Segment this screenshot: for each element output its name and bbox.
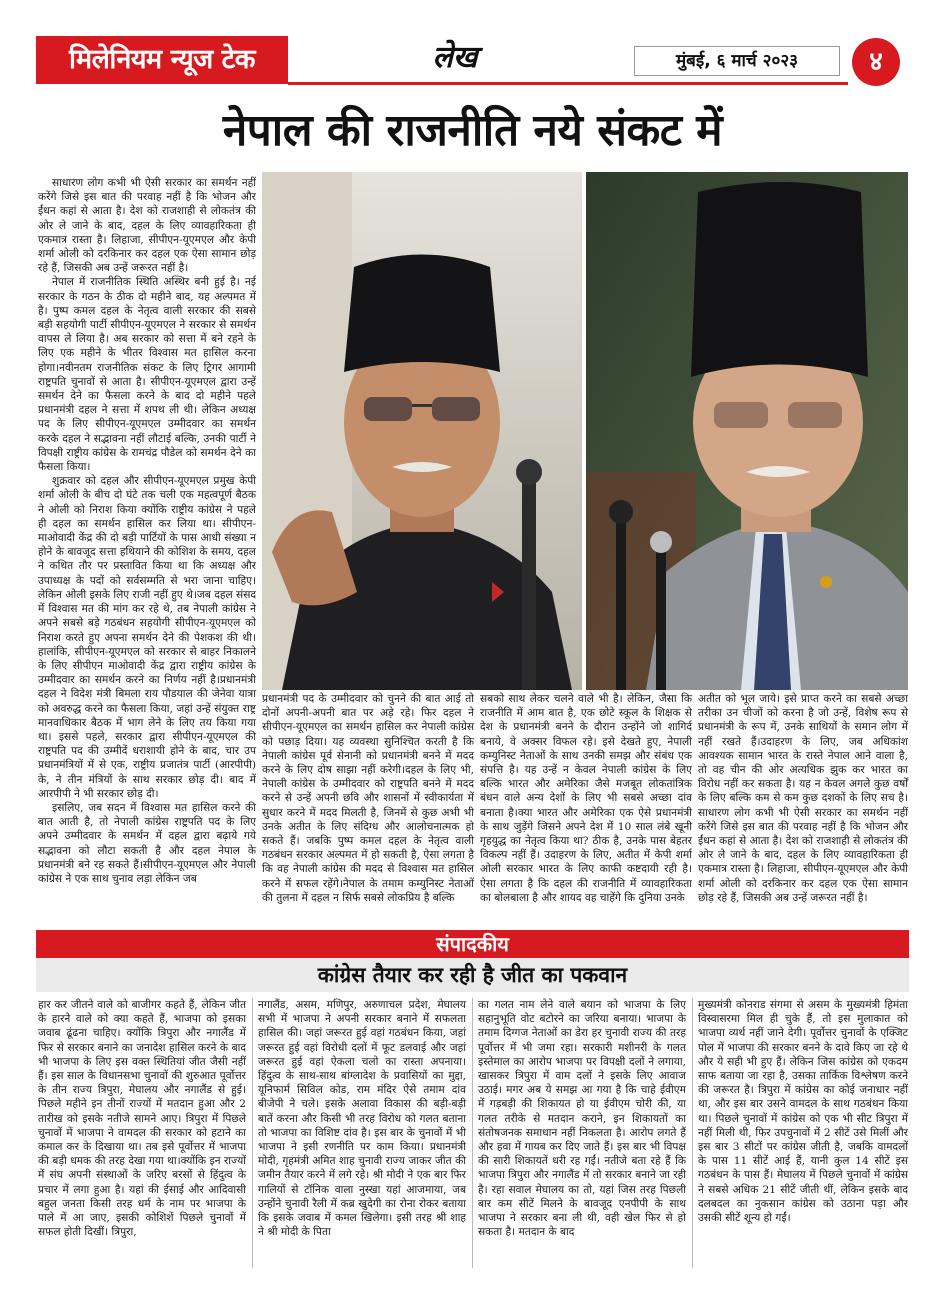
photo-right-politician: [586, 172, 908, 690]
article-column-2: प्रधानमंत्री पद के उम्मीदवार को चुनने की बात आई तो दोनों अपनी-अपनी बात पर अड़े रहे। फिर दहल ने सीपीएन-यूएमएल का समर्थन हासिल कर नेपाली कांग्रेस को पछाड़ दिया। यह व्यवस्था सुनिश्चित करती है कि नेपाली कांग्रेस पूर्व सेनानी को प्रधानमंत्री बनने में मदद करने के लिए दोष साझा नहीं करेगी।दहल के लिए भी, नेपाली कांग्रेस के उम्मीदवार को राष्ट्रपति बनने में मदद करने से उन्हें अपनी छवि और शासनों में स्वीकार्यता में सुधार करने में मदद मिलती है, जिनमें से कुछ अभी भी उनके अतीत के लिए संदिग्ध और आलोचनात्मक हो सकते हैं। जबकि पुष्प कमल दहल के नेतृत्व वाली गठबंधन सरकार अल्पमत में हो सकती है, ऐसा लगता है कि वह नेपाली कांग्रेस की मदद से विश्वास मत हासिल करने में सफल रहेंगे।नेपाल के तमाम कम्युनिस्ट नेताओं की तुलना में दहल न सिर्फ सबसे लोकप्रिय है बल्कि: [262, 693, 474, 904]
article-column-4: अतीत को भूल जाये। इसे प्राप्त करने का सबसे अच्छा तरीका उन चीजों को करना है जो उन्हें, विशेष रूप से प्रधानमंत्री के रूप में, उनके साथियों के समान लोग में नहीं रखते हैं।उदाहरण के लिए, जब अधिकांश आवश्यक सामान भारत के रास्ते नेपाल आने वाला है, तो वह चीन की ओर अत्यधिक झुक कर भारत का विरोध नहीं कर सकता है। यह न केवल अगले कुछ वर्षों के लिए बल्कि कम से कम कुछ दशकों के लिए सच है। साधारण लोग कभी भी ऐसी सरकार का समर्थन नहीं करेंगे जिसे इस बात की परवाह नहीं है कि भोजन और ईंधन कहां से आता है। देश को राजशाही से लोकतंत्र की ओर ले जाने के बाद, दहल के लिए व्यावहारिकता ही एकमात्र रास्ता है। लिहाजा, सीपीएन-यूएमएल और केपी शर्मा ओली को दरकिनार कर दहल एक ऐसा सामान छोड़ रहे हैं, जिसकी अब उन्हें जरूरत नहीं है।: [698, 693, 908, 904]
editorial-column-4: मुख्यमंत्री कोनराड संगमा से असम के मुख्यमंत्री हिमंता विस्वासरमा मिल ही चुके हैं, तो इस मुलाकात को भाजपा व्यर्थ नहीं जाने देगी। पूर्वोत्तर चुनावों के एक्जिट पोल में भाजपा की सरकार बनने के दावे किए जा रहे थे और ये सही भी हुए हैं। लेकिन जिस कांग्रेस को एकदम साफ बताया जा रहा है, उसका तार्किक विश्लेषण करने की जरूरत है। त्रिपुरा में कांग्रेस का कोई जनाधार नहीं था, और इस बार उसने वामदल के साथ गठबंधन किया था। पिछले चुनावों में कांग्रेस को एक भी सीट त्रिपुरा में नहीं मिली थी, फिर उपचुनावों में 2 सीटें उसे मिलीं और इस बार 3 सीटों पर कांग्रेस जीती है, जबकि वामदलों के पास 11 सीटें आई हैं, यानी कुल 14 सीटें इस गठबंधन के पास हैं। मेघालय में पिछले चुनावों में कांग्रेस ने सबसे अधिक 21 सीटें जीती थीं, लेकिन इसके बाद दलबदल का नुकसान कांग्रेस को उठाना पड़ा और उसकी सीटें शून्य हो गईं।: [698, 999, 908, 1225]
editorial-title: कांग्रेस तैयार कर रही है जीत का पकवान: [36, 958, 909, 992]
column-divider: [252, 998, 253, 1268]
masthead-rule: [288, 82, 848, 85]
editorial-column-3: का गलत नाम लेने वाले बयान को भाजपा के लिए सहानुभूति वोट बटोरने का जरिया बनाया। भाजपा के तमाम दिग्गज नेताओं का डेरा हर चुनावी राज्य की तरह पूर्वोत्तर में भी जमा रहा। सरकारी मशीनरी के गलत इस्तेमाल का आरोप भाजपा पर विपक्षी दलों ने लगाया, खासकर त्रिपुरा में वाम दलों ने इसके लिए आवाज उठाई। मगर अब ये समझ आ गया है कि चाहे ईवीएम में गड़बड़ी की शिकायत हो या ईवीएम चोरी की, या गलत तरीके से मतदान कराने, इन शिकायतों का संतोषजनक समाधान नहीं निकलता है। आरोप लगते हैं और हवा में गायब कर दिए जाते हैं। इस बार भी विपक्ष की सारी शिकायतें धरी रह गईं। नतीजे बता रहे हैं कि भाजपा त्रिपुरा और नगालैंड में तो सरकार बनाने जा रही है। रहा सवाल मेघालय का तो, यहां जिस तरह पिछली बार कम सीटें मिलने के बावजूद एनपीपी के साथ भाजपा ने सरकार बना ली थी, वही खेल फिर से हो सकता है। मतदान के बाद: [478, 999, 686, 1239]
article-paragraph: शुक्रवार को दहल और सीपीएन-यूएमएल प्रमुख केपी शर्मा ओली के बीच दो घंटे तक चली एक महत्वपूर्ण बैठक ने ओली को निराश किया क्योंकि राष्ट्रीय कांग्रेस ने पहले ही दहल का समर्थन हासिल कर लिया था। सीपीएन-माओवादी केंद्र की दो बड़ी पार्टियों के पास आधी संख्या न होने के बावजूद सत्ता हथियाने की कोशिश के समय, दहल ने कथित तौर पर प्रस्तावित किया था कि अध्यक्ष और उपाध्यक्ष के पदों को सर्वसम्मति से भरा जाना चाहिए। लेकिन ओली इसके लिए राजी नहीं हुए थे।जब दहल संसद में विश्वास मत की मांग कर रहे थे, तब नेपाली कांग्रेस ने अपने सबसे बड़े गठबंधन सहयोगी सीपीएन-यूएमएल को निराश करते हुए अपना समर्थन देने की पेशकश की थी। हालांकि, सीपीएन-यूएमएल को सरकार से बाहर निकालने के लिए सीपीएन माओवादी केंद्र द्वारा राष्ट्रीय कांग्रेस के उम्मीदवार का समर्थन करने का निर्णय नहीं है।प्रधानमंत्री दहल ने विदेश मंत्री बिमला राय पौडयाल की जेनेवा यात्रा को अवरुद्ध करने का फैसला किया, जहां उन्हें संयुक्त राष्ट्र मानवाधिकार बैठक में भाग लेने के लिए तय किया गया था। इससे पहले, सरकार द्वारा सीपीएन-यूएमएल की राष्ट्रपति पद की उम्मीदें धराशायी होने के बाद, चार उप प्रधानमंत्रियों में से एक, राष्ट्रीय प्रजातंत्र पार्टी (आरपीपी) के, ने तीन मंत्रियों के साथ सरकार छोड़ दी। बाद में आरपीपी ने भी सरकार छोड़ दी।: [38, 475, 256, 800]
column-divider: [472, 998, 473, 1268]
editorial-band: संपादकीय: [36, 930, 909, 958]
article-paragraph: साधारण लोग कभी भी ऐसी सरकार का समर्थन नहीं करेंगे जिसे इस बात की परवाह नहीं है कि भोजन और ईंधन कहां से आता है। देश को राजशाही से लोकतंत्र की ओर ले जाने के बाद, दहल के लिए व्यावहारिकता ही एकमात्र रास्ता है। लिहाजा, सीपीएन-यूएमएल और केपी शर्मा ओली को दरकिनार कर दहल एक ऐसा सामान छोड़ रहे हैं, जिसकी अब उन्हें जरूरत नहीं है।: [38, 177, 256, 275]
editorial-column-2: नगालैंड, असम, मणिपुर, अरुणाचल प्रदेश, मेघालय सभी में भाजपा ने अपनी सरकार बनाने में सफलता हासिल की। जहां जरूरत हुई वहां गठबंधन किया, जहां जरूरत हुई वहां विरोधी दलों में फूट डलवाई और जहां जरूरत हुई वहां ऐकला चलो का रास्ता अपनाया। हिंदुत्व के साथ-साथ बांग्लादेश के प्रवासियों का मुद्दा, यूनिफार्म सिविल कोड, राम मंदिर ऐसे तमाम दांव बीजेपी ने चले। इसके अलावा विकास की बड़ी-बड़ी बातें करना और किसी भी तरह विरोध को गलत बताना तो भाजपा का विशिष्ट दांव है। इस बार के चुनावों में भी भाजपा ने इसी रणनीति पर काम किया। प्रधानमंत्री मोदी, गृहमंत्री अमित शाह चुनावी राज्य जाकर जीत की जमीन तैयार करने में लगे रहे। श्री मोदी ने एक बार फिर गालियों से टॉनिक वाला नुस्खा यहां आजमाया, जब उन्होंने चुनावी रैली में कब्र खुदेगी का रोना रोकर बताया कि इसके जवाब में कमल खिलेगा। इसी तरह श्री शाह ने श्री मोदी के पिता: [258, 999, 466, 1239]
masthead: [0, 0, 945, 90]
article-paragraph: नेपाल में राजनीतिक स्थिति अस्थिर बनी हुई है। नई सरकार के गठन के ठीक दो महीने बाद, यह अल्पमत में है। पुष्प कमल दहल के नेतृत्व वाली सरकार की सबसे बड़ी सहयोगी पार्टी सीपीएन-यूएमएल ने सरकार से समर्थन वापस ले लिया है। अब सरकार को सत्ता में बने रहने के लिए एक महीने के भीतर विश्वास मत हासिल करना होगा।नवीनतम राजनीतिक संकट के लिए ट्रिगर आगामी राष्ट्रपति चुनावों से आता है। सीपीएन-यूएमएल द्वारा उन्हें समर्थन देने का फैसला करने के बाद दो महीने पहले प्रधानमंत्री दहल ने सत्ता में शपथ ली थी। लेकिन अध्यक्ष पद के लिए सीपीएन-यूएमएल उम्मीदवार का समर्थन करके दहल ने सद्भावना नहीं लौटाई बल्कि, उनकी पार्टी ने विपक्षी राष्ट्रीय कांग्रेस के रामचंद्र पौडेल को समर्थन देने का फैसला किया।: [38, 276, 256, 474]
column-divider: [692, 998, 693, 1268]
page-number-badge: ४: [852, 38, 900, 86]
article-paragraph: इसलिए, जब सदन में विश्वास मत हासिल करने की बात आती है, तो नेपाली कांग्रेस राष्ट्रपति पद के लिए अपने उम्मीदवार के समर्थन में दहल द्वारा बढ़ाये गये सद्भावना को लौटा सकती है और दहल नेपाल के प्रधानमंत्री बने रह सकते हैं।सीपीएन-यूएमएल और नेपाली कांग्रेस ने एक साथ चुनाव लड़ा लेकिन जब: [38, 801, 256, 885]
person-photo-icon: [586, 172, 908, 690]
section-label: लेख: [432, 40, 478, 75]
dateline: मुंबई, ६ मार्च २०२३: [634, 46, 840, 76]
article-column-3: सबको साथ लेकर चलने वाले भी है। लेकिन, जैसा कि राजनीति में आम बात है, एक छोटे स्कूल के शिक्षक से देश के प्रधानमंत्री बनने के दौरान उन्होंने जो शागिर्द बनाये, वे अक्सर विफल रहे। इसे देखते हुए, नेपाली कम्युनिस्ट नेताओं के साथ उनकी समझ और संबंध एक संपत्ति है। यह उन्हें न केवल नेपाली कांग्रेस के लिए बल्कि भारत और अमेरिका जैसे मजबूत लोकतांत्रिक बंधन वाले अन्य देशों के लिए भी सबसे अच्छा दांव बनाता है।क्या भारत और अमेरिका एक ऐसे प्रधानमंत्री के साथ जुड़ेंगे जिसने अपने देश में 10 साल लंबे खूनी गृहयुद्ध का नेतृत्व किया था? ठीक है, उनके पास बेहतर विकल्प नहीं हैं। उदाहरण के लिए, अतीत में केपी शर्मा ओली सरकार भारत के लिए काफी कष्टदायी रही है। ऐसा लगता है कि दहल की राजनीति में व्यावहारिकता का बोलबाला है और शायद वह चाहेंगे कि दुनिया उनके: [480, 693, 692, 904]
article-headline: नेपाल की राजनीति नये संकट में: [222, 105, 723, 156]
article-column-1: [38, 176, 256, 892]
newspaper-brand: मिलेनियम न्यूज टेक: [36, 36, 288, 84]
editorial-column-1: हार कर जीतने वाले को बाजीगर कहते हैं, लेकिन जीत के हारने वाले को क्या कहते हैं, भाजपा को इसका जवाब ढूंढना चाहिए। क्योंकि त्रिपुरा और नगालैंड में फिर से सरकार बनाने का जनादेश हासिल करने के बाद भी भाजपा के लिए इस वक्त स्थितियां जीत जैसी नहीं हैं। इस साल के विधानसभा चुनावों की शुरुआत पूर्वोत्तर के तीन राज्य त्रिपुरा, मेघालय और नगालैंड से हुई। पिछले महीने इन तीनों राज्यों में मतदान हुआ और 2 तारीख को इसके नतीजे सामने आए। त्रिपुरा में पिछले चुनावों में भाजपा ने वामदल की सरकार को हटाने का कमाल कर के दिखाया था। तब इसे पूर्वोत्तर में भाजपा की बड़ी धमक की तरह देखा गया था।क्योंकि इन राज्यों में संघ अपनी संस्थाओं के जरिए बरसों से हिंदुत्व के प्रचार में लगा हुआ है। यहां की ईसाई और आदिवासी बहुल जनता किसी तरह धर्म के नाम पर भाजपा के पाले में आ जाए, इसकी कोशिशें पिछले चुनावों में सफल होती दिखीं। त्रिपुरा,: [38, 999, 246, 1239]
person-photo-icon: [262, 172, 582, 690]
photo-left-politician: [262, 172, 582, 690]
